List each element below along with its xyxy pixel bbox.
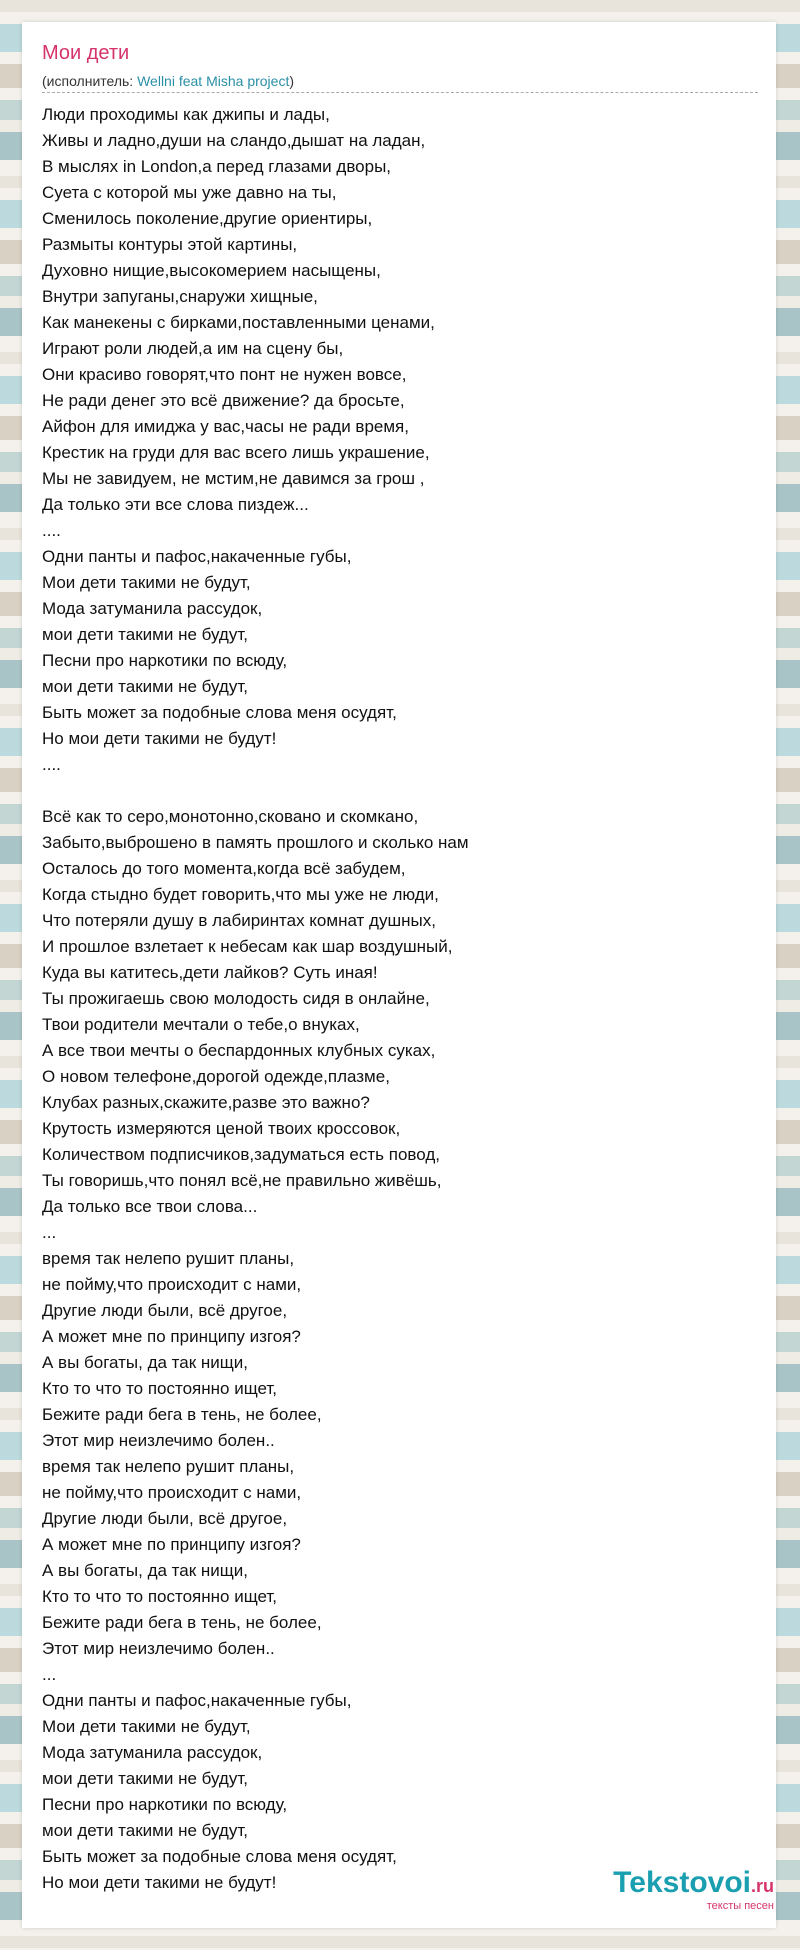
lyric-line: время так нелепо рушит планы, xyxy=(42,1249,295,1268)
lyric-line: Они красиво говорят,что понт не нужен вовсе, xyxy=(42,365,407,384)
lyric-line: Одни панты и пафос,накаченные губы, xyxy=(42,547,352,566)
logo-tld: .ru xyxy=(750,1876,774,1896)
lyric-line: Мои дети такими не будут, xyxy=(42,573,251,592)
lyric-line: мои дети такими не будут, xyxy=(42,625,248,644)
lyric-line: Быть может за подобные слова меня осудят, xyxy=(42,1847,397,1866)
lyric-line: Сменилось поколение,другие ориентиры, xyxy=(42,209,373,228)
lyric-line: Песни про наркотики по всюду, xyxy=(42,1795,288,1814)
lyric-line: не пойму,что происходит с нами, xyxy=(42,1483,302,1502)
artist-suffix: ) xyxy=(289,73,295,89)
lyric-line: Бежите ради бега в тень, не более, xyxy=(42,1405,322,1424)
logo-tagline: тексты песен xyxy=(706,1900,774,1912)
lyric-line: мои дети такими не будут, xyxy=(42,1769,248,1788)
lyric-line: Что потеряли душу в лабиринтах комнат душных, xyxy=(42,911,436,930)
lyric-line: Суета с которой мы уже давно на ты, xyxy=(42,183,337,202)
lyric-line: Твои родители мечтали о тебе,о внуках, xyxy=(42,1015,360,1034)
lyric-line: Да только эти все слова пиздеж... xyxy=(42,495,309,514)
lyric-line: Крутость измеряются ценой твоих кроссовок, xyxy=(42,1119,401,1138)
song-title: Мои дети xyxy=(42,42,130,64)
lyric-line: Бежите ради бега в тень, не более, xyxy=(42,1613,322,1632)
logo-wordmark xyxy=(613,1867,774,1902)
lyric-line: Всё как то серо,монотонно,сковано и скомкано, xyxy=(42,807,419,826)
lyric-line: Ты прожигаешь свою молодость сидя в онлайне, xyxy=(42,989,430,1008)
lyric-line: мои дети такими не будут, xyxy=(42,677,248,696)
lyric-line: Быть может за подобные слова меня осудят, xyxy=(42,703,397,722)
lyric-line: Мода затуманила рассудок, xyxy=(42,599,263,618)
lyric-line: И прошлое взлетает к небесам как шар воздушный, xyxy=(42,937,453,956)
lyric-line: Но мои дети такими не будут! xyxy=(42,729,277,748)
lyric-line: мои дети такими не будут, xyxy=(42,1821,248,1840)
lyric-line: Мои дети такими не будут, xyxy=(42,1717,251,1736)
lyric-line xyxy=(42,778,758,804)
lyric-line: А вы богаты, да так нищи, xyxy=(42,1561,248,1580)
lyric-line: Как манекены с бирками,поставленными ценами, xyxy=(42,313,435,332)
lyric-line: Этот мир неизлечимо болен.. xyxy=(42,1639,275,1658)
lyric-line: А вы богаты, да так нищи, xyxy=(42,1353,248,1372)
lyric-line: Песни про наркотики по всюду, xyxy=(42,651,288,670)
artist-prefix: (исполнитель: xyxy=(42,73,138,89)
lyric-line: А все твои мечты о беспардонных клубных суках, xyxy=(42,1041,436,1060)
lyric-line: Осталось до того момента,когда всё забудем, xyxy=(42,859,406,878)
lyrics-card xyxy=(22,22,776,1928)
lyric-line: Забыто,выброшено в память прошлого и сколько нам xyxy=(42,833,469,852)
logo-name: Tekstovoi xyxy=(613,1866,751,1899)
lyric-line: Мода затуманила рассудок, xyxy=(42,1743,263,1762)
lyric-line: Играют роли людей,а им на сцену бы, xyxy=(42,339,344,358)
lyric-line: не пойму,что происходит с нами, xyxy=(42,1275,302,1294)
lyric-line: время так нелепо рушит планы, xyxy=(42,1457,295,1476)
lyric-line: Этот мир неизлечимо болен.. xyxy=(42,1431,275,1450)
lyric-line: Да только все твои слова... xyxy=(42,1197,258,1216)
artist-link[interactable]: Wellni feat Misha project xyxy=(137,73,290,89)
lyric-line: А может мне по принципу изгоя? xyxy=(42,1327,301,1346)
lyric-line: Крестик на груди для вас всего лишь украшение, xyxy=(42,443,430,462)
lyric-line: ... xyxy=(42,1223,57,1242)
lyric-line: О новом телефоне,дорогой одежде,плазме, xyxy=(42,1067,390,1086)
lyric-line: Кто то что то постоянно ищет, xyxy=(42,1379,278,1398)
lyric-line: Размыты контуры этой картины, xyxy=(42,235,298,254)
artist-line xyxy=(42,73,294,89)
lyric-line: Другие люди были, всё другое, xyxy=(42,1509,288,1528)
lyric-line: Живы и ладно,души на сландо,дышат на ладан, xyxy=(42,131,426,150)
lyric-line: Ты говоришь,что понял всё,не правильно живёшь, xyxy=(42,1171,442,1190)
lyric-line: А может мне по принципу изгоя? xyxy=(42,1535,301,1554)
lyric-line: Количеством подписчиков,задуматься есть повод, xyxy=(42,1145,440,1164)
lyric-line: Айфон для имиджа у вас,часы не ради время, xyxy=(42,417,409,436)
lyric-line: Мы не завидуем, не мстим,не давимся за грош , xyxy=(42,469,425,488)
lyrics-text xyxy=(42,102,758,1896)
lyric-line: Духовно нищие,высокомерием насыщены, xyxy=(42,261,381,280)
lyric-line: Внутри запуганы,снаружи хищные, xyxy=(42,287,318,306)
lyric-line: ... xyxy=(42,1665,57,1684)
lyric-line: .... xyxy=(42,521,61,540)
lyric-line: .... xyxy=(42,755,61,774)
lyric-line: Клубах разных,скажите,разве это важно? xyxy=(42,1093,370,1112)
lyric-line: Одни панты и пафос,накаченные губы, xyxy=(42,1691,352,1710)
lyric-line: Но мои дети такими не будут! xyxy=(42,1873,277,1892)
title-divider xyxy=(42,92,758,93)
lyric-line: В мыслях in London,а перед глазами дворы, xyxy=(42,157,392,176)
lyric-line: Кто то что то постоянно ищет, xyxy=(42,1587,278,1606)
lyric-line: Когда стыдно будет говорить,что мы уже не люди, xyxy=(42,885,439,904)
lyric-line: Куда вы катитесь,дети лайков? Суть иная! xyxy=(42,963,378,982)
lyric-line: Люди проходимы как джипы и лады, xyxy=(42,105,330,124)
lyric-line: Другие люди были, всё другое, xyxy=(42,1301,288,1320)
lyric-line: Не ради денег это всё движение? да бросьте, xyxy=(42,391,405,410)
site-logo[interactable] xyxy=(613,1867,774,1912)
